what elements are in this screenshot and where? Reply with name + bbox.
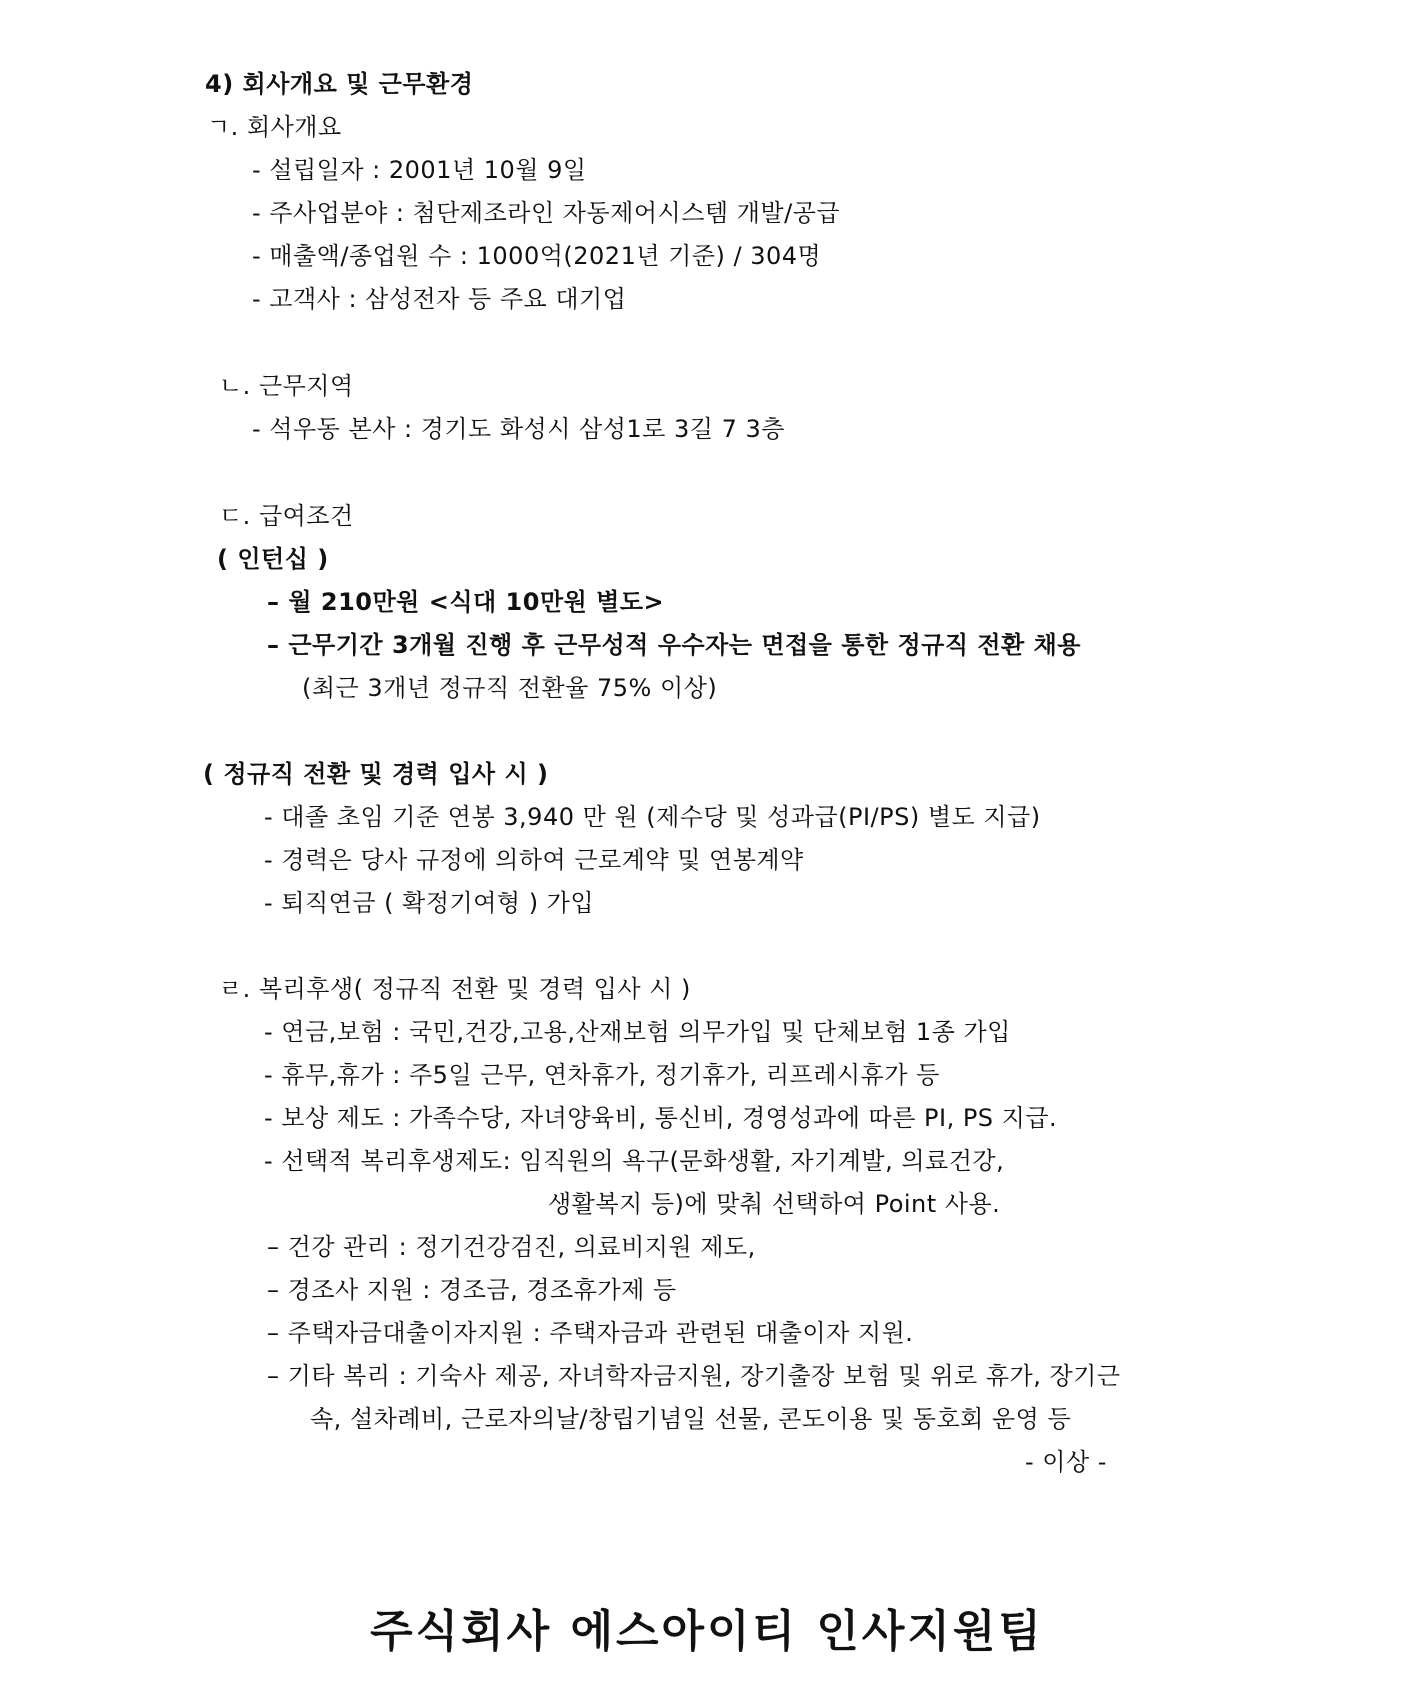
welfare-item-insurance: - 연금,보험 : 국민,건강,고용,산재보험 의무가입 및 단체보험 1종 가입	[264, 1018, 1011, 1046]
welfare-item-compensation: - 보상 제도 : 가족수당, 자녀양육비, 통신비, 경영성과에 따른 PI, PS 지급.	[264, 1104, 1058, 1132]
overview-item-customers: - 고객사 : 삼성전자 등 주요 대기업	[252, 285, 627, 313]
location-heading: ㄴ. 근무지역	[219, 372, 354, 400]
location-item-hq: - 석우동 본사 : 경기도 화성시 삼성1로 3길 7 3층	[252, 415, 785, 443]
section-title: 4) 회사개요 및 근무환경	[205, 70, 474, 98]
overview-item-business-field: - 주사업분야 : 첨단제조라인 자동제어시스템 개발/공급	[252, 199, 841, 227]
overview-item-revenue-employees: - 매출액/종업원 수 : 1000억(2021년 기준) / 304명	[252, 242, 822, 270]
welfare-item-family-events: – 경조사 지원 : 경조금, 경조휴가제 등	[267, 1276, 677, 1304]
intern-heading: ( 인턴십 )	[217, 545, 329, 573]
welfare-item-selective-benefits-cont: 생활복지 등)에 맞춰 선택하여 Point 사용.	[548, 1190, 1001, 1218]
footer-team-name: 주식회사 에스아이티 인사지원팀	[370, 1606, 1044, 1657]
welfare-heading: ㄹ. 복리후생( 정규직 전환 및 경력 입사 시 )	[219, 975, 691, 1003]
regular-item-pension: - 퇴직연금 ( 확정기여형 ) 가입	[264, 889, 595, 917]
regular-item-annual-salary: - 대졸 초임 기준 연봉 3,940 만 원 (제수당 및 성과급(PI/PS) 별도 지급)	[264, 803, 1041, 831]
overview-item-founding-date: - 설립일자 : 2001년 10월 9일	[252, 156, 587, 184]
welfare-item-housing-loan: – 주택자금대출이자지원 : 주택자금과 관련된 대출이자 지원.	[267, 1319, 914, 1347]
welfare-item-health: – 건강 관리 : 정기건강검진, 의료비지원 제도,	[267, 1233, 756, 1261]
welfare-item-other: – 기타 복리 : 기숙사 제공, 자녀학자금지원, 장기출장 보험 및 위로 휴가, 장기근	[267, 1362, 1121, 1390]
welfare-item-leave: - 휴무,휴가 : 주5일 근무, 연차휴가, 정기휴가, 리프레시휴가 등	[264, 1061, 940, 1089]
overview-heading: ㄱ. 회사개요	[207, 113, 342, 141]
regular-item-career-contract: - 경력은 당사 규정에 의하여 근로계약 및 연봉계약	[264, 846, 804, 874]
welfare-item-other-cont: 속, 설차례비, 근로자의날/창립기념일 선물, 콘도이용 및 동호회 운영 등	[310, 1405, 1072, 1433]
intern-item-conversion: – 근무기간 3개월 진행 후 근무성적 우수자는 면접을 통한 정규직 전환 채용	[267, 631, 1081, 659]
welfare-item-selective-benefits: - 선택적 복리후생제도: 임직원의 욕구(문화생활, 자기계발, 의료건강,	[264, 1147, 1005, 1175]
salary-heading: ㄷ. 급여조건	[219, 502, 354, 530]
intern-conversion-note: (최근 3개년 정규직 전환율 75% 이상)	[302, 674, 718, 702]
intern-item-monthly-pay: – 월 210만원 <식대 10만원 별도>	[267, 588, 665, 616]
end-mark: - 이상 -	[1025, 1448, 1107, 1476]
regular-heading: ( 정규직 전환 및 경력 입사 시 )	[203, 760, 549, 788]
